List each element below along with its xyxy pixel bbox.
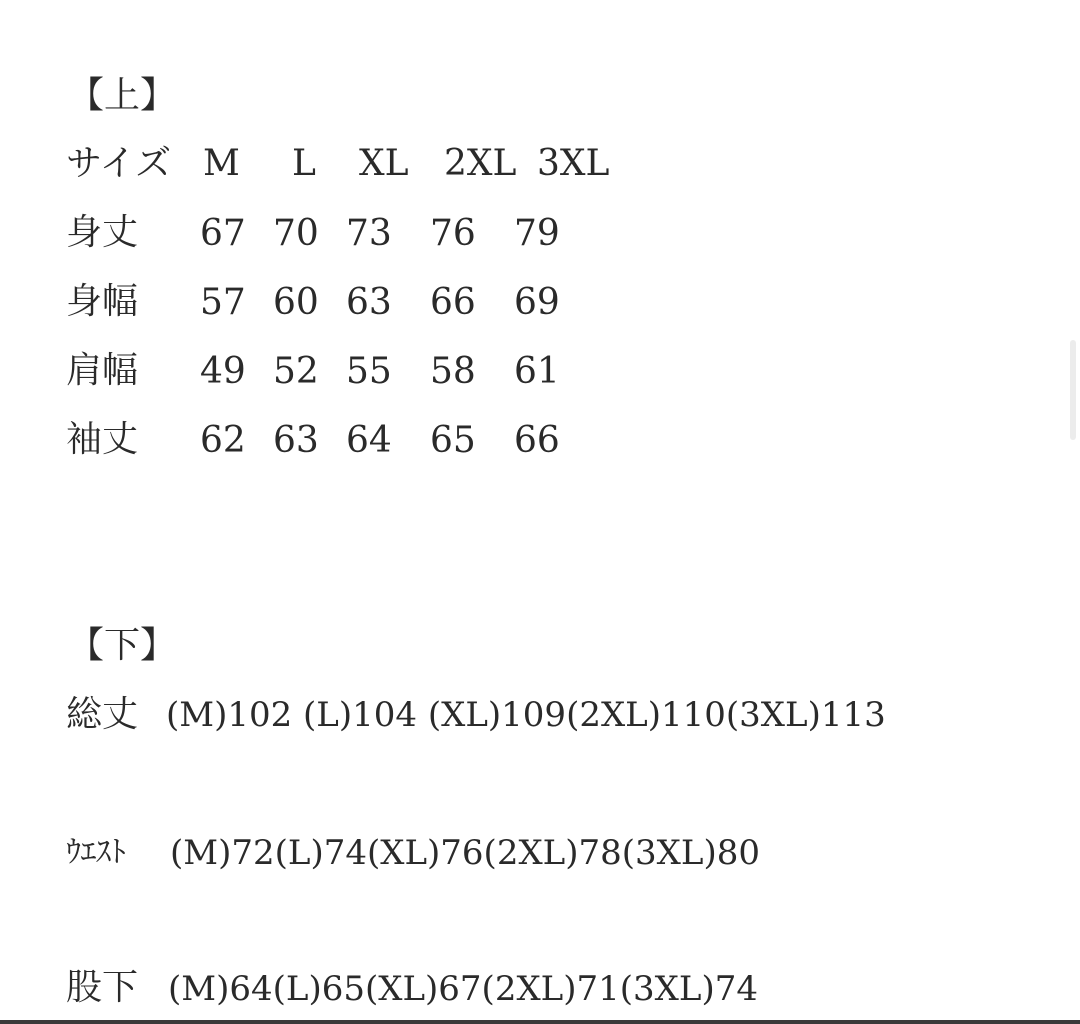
cell: 79 bbox=[514, 213, 560, 254]
row-label: 総丈 bbox=[66, 694, 139, 735]
bottom-section-heading: 【下】 bbox=[68, 625, 177, 666]
cell: 52 bbox=[273, 351, 319, 392]
bottom-divider bbox=[0, 1020, 1080, 1024]
top-section-heading: 【上】 bbox=[68, 75, 177, 116]
size-col-3xl: 3XL bbox=[537, 143, 610, 184]
cell: 64 bbox=[346, 420, 392, 461]
scrollbar[interactable] bbox=[1070, 340, 1076, 440]
cell: 57 bbox=[200, 282, 246, 323]
row-label: 袖丈 bbox=[66, 419, 139, 460]
cell: 62 bbox=[200, 420, 246, 461]
cell: 67 bbox=[200, 213, 246, 254]
cell: 55 bbox=[346, 351, 392, 392]
size-col-2xl: 2XL bbox=[444, 143, 517, 184]
cell: 49 bbox=[200, 351, 246, 392]
row-label: 肩幅 bbox=[66, 350, 139, 391]
cell: 63 bbox=[273, 420, 319, 461]
cell: 61 bbox=[514, 351, 560, 392]
size-col-xl: XL bbox=[359, 143, 409, 184]
row-label: 股下 bbox=[66, 967, 139, 1008]
row-label: 身丈 bbox=[66, 212, 139, 253]
row-value: (M)72(L)74(XL)76(2XL)78(3XL)80 bbox=[170, 833, 760, 873]
cell: 60 bbox=[273, 282, 319, 323]
cell: 65 bbox=[430, 420, 476, 461]
cell: 70 bbox=[273, 213, 319, 254]
size-col-l: L bbox=[292, 143, 316, 184]
cell: 69 bbox=[514, 282, 560, 323]
row-label: 身幅 bbox=[66, 281, 139, 322]
cell: 66 bbox=[514, 420, 560, 461]
cell: 76 bbox=[430, 213, 476, 254]
cell: 58 bbox=[430, 351, 476, 392]
size-header-label: サイズ bbox=[66, 143, 172, 184]
cell: 66 bbox=[430, 282, 476, 323]
cell: 63 bbox=[346, 282, 392, 323]
size-col-m: M bbox=[203, 143, 240, 184]
row-label: ｳｴｽﾄ bbox=[66, 835, 126, 870]
row-value: (M)64(L)65(XL)67(2XL)71(3XL)74 bbox=[168, 969, 758, 1009]
row-value: (M)102 (L)104 (XL)109(2XL)110(3XL)113 bbox=[166, 695, 886, 735]
cell: 73 bbox=[346, 213, 392, 254]
